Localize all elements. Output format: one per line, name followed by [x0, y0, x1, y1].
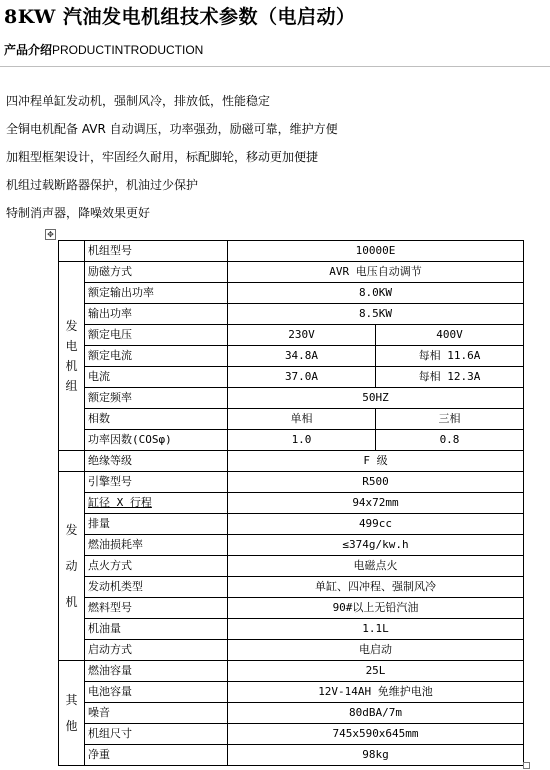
table-row	[59, 451, 524, 472]
row-value: R500	[228, 472, 524, 493]
row-label: 启动方式	[85, 640, 228, 661]
row-label: 电池容量	[85, 682, 228, 703]
row-value-single-phase: 单相	[228, 409, 376, 430]
table-row	[59, 745, 524, 766]
row-label: 绝缘等级	[85, 451, 228, 472]
model-label: 机组型号	[85, 241, 228, 262]
row-value: 50HZ	[228, 388, 524, 409]
table-row	[59, 493, 524, 514]
row-value-single-phase: 230V	[228, 325, 376, 346]
page-title: 8KW 汽油发电机组技术参数（电启动）	[4, 6, 356, 28]
row-value-single-phase: 1.0	[228, 430, 376, 451]
intro-heading-cn: 产品介绍	[4, 43, 53, 57]
table-row	[59, 598, 524, 619]
row-label: 额定频率	[85, 388, 228, 409]
row-value-three-phase: 三相	[376, 409, 524, 430]
table-row	[59, 346, 524, 367]
table-cell-blank	[59, 241, 85, 262]
row-label: 相数	[85, 409, 228, 430]
row-value-single-phase: 34.8A	[228, 346, 376, 367]
table-row	[59, 682, 524, 703]
feature-item: 全铜电机配备 AVR 自动调压，功率强劲，励磁可靠，维护方便	[6, 122, 338, 136]
row-label: 燃油损耗率	[85, 535, 228, 556]
row-label: 功率因数(COSφ)	[85, 430, 228, 451]
table-row	[59, 262, 524, 283]
feature-item: 四冲程单缸发动机，强制风冷，排放低，性能稳定	[6, 94, 271, 108]
table-row	[59, 556, 524, 577]
feature-item: 加粗型框架设计，牢固经久耐用，标配脚轮，移动更加便捷	[6, 150, 319, 164]
feature-item: 机组过载断路器保护，机油过少保护	[6, 178, 199, 192]
table-row	[59, 304, 524, 325]
row-value: 98kg	[228, 745, 524, 766]
row-value: ≤374g/kw.h	[228, 535, 524, 556]
table-row	[59, 703, 524, 724]
row-label: 燃料型号	[85, 598, 228, 619]
row-label: 机油量	[85, 619, 228, 640]
row-value: 499cc	[228, 514, 524, 535]
row-value: 单缸、四冲程、强制风冷	[228, 577, 524, 598]
table-row	[59, 325, 524, 346]
row-label: 燃油容量	[85, 661, 228, 682]
row-value: 80dBA/7m	[228, 703, 524, 724]
row-label: 点火方式	[85, 556, 228, 577]
row-label: 机组尺寸	[85, 724, 228, 745]
row-label: 输出功率	[85, 304, 228, 325]
row-label: 排量	[85, 514, 228, 535]
row-label: 发动机类型	[85, 577, 228, 598]
intro-heading	[4, 41, 203, 58]
row-label: 净重	[85, 745, 228, 766]
intro-heading-en: PRODUCTINTRODUCTION	[52, 43, 204, 57]
group-engine-label: 发动机	[65, 523, 78, 609]
row-label: 噪音	[85, 703, 228, 724]
table-row	[59, 430, 524, 451]
table-row	[59, 283, 524, 304]
group-generator	[59, 262, 85, 451]
row-value: 1.1L	[228, 619, 524, 640]
group-engine	[59, 472, 85, 661]
row-value: 12V-14AH 免维护电池	[228, 682, 524, 703]
row-label: 励磁方式	[85, 262, 228, 283]
table-row	[59, 514, 524, 535]
table-row	[59, 640, 524, 661]
row-label: 引擎型号	[85, 472, 228, 493]
row-label: 额定输出功率	[85, 283, 228, 304]
table-row	[59, 409, 524, 430]
row-value-single-phase: 37.0A	[228, 367, 376, 388]
row-value: 745x590x645mm	[228, 724, 524, 745]
table-cell-blank	[59, 451, 85, 472]
row-value: AVR 电压自动调节	[228, 262, 524, 283]
group-other	[59, 661, 85, 766]
row-value-three-phase: 0.8	[376, 430, 524, 451]
row-value: 电磁点火	[228, 556, 524, 577]
table-row	[59, 577, 524, 598]
row-label: 缸径 X 行程	[85, 493, 228, 514]
model-value: 10000E	[228, 241, 524, 262]
section-divider	[0, 66, 550, 67]
row-value: F 级	[228, 451, 524, 472]
row-value: 94x72mm	[228, 493, 524, 514]
feature-list	[6, 93, 338, 233]
table-row	[59, 472, 524, 493]
row-label: 额定电压	[85, 325, 228, 346]
feature-item: 特制消声器，降噪效果更好	[6, 206, 151, 220]
table-row	[59, 388, 524, 409]
table-row	[59, 661, 524, 682]
row-value-three-phase: 每相 11.6A	[376, 346, 524, 367]
row-value: 90#以上无铅汽油	[228, 598, 524, 619]
table-row	[59, 535, 524, 556]
row-label: 电流	[85, 367, 228, 388]
row-value-three-phase: 400V	[376, 325, 524, 346]
row-value: 8.0KW	[228, 283, 524, 304]
group-generator-label: 发电机组	[65, 319, 78, 393]
row-value: 电启动	[228, 640, 524, 661]
table-row	[59, 241, 524, 262]
table-row	[59, 367, 524, 388]
table-move-handle-icon[interactable]: ✥	[45, 229, 56, 240]
row-value-three-phase: 每相 12.3A	[376, 367, 524, 388]
row-value: 8.5KW	[228, 304, 524, 325]
table-row	[59, 724, 524, 745]
table-row	[59, 619, 524, 640]
group-other-label: 其他	[65, 693, 78, 733]
spec-table	[58, 240, 524, 766]
row-value: 25L	[228, 661, 524, 682]
table-resize-handle[interactable]	[523, 762, 530, 769]
row-label: 额定电流	[85, 346, 228, 367]
